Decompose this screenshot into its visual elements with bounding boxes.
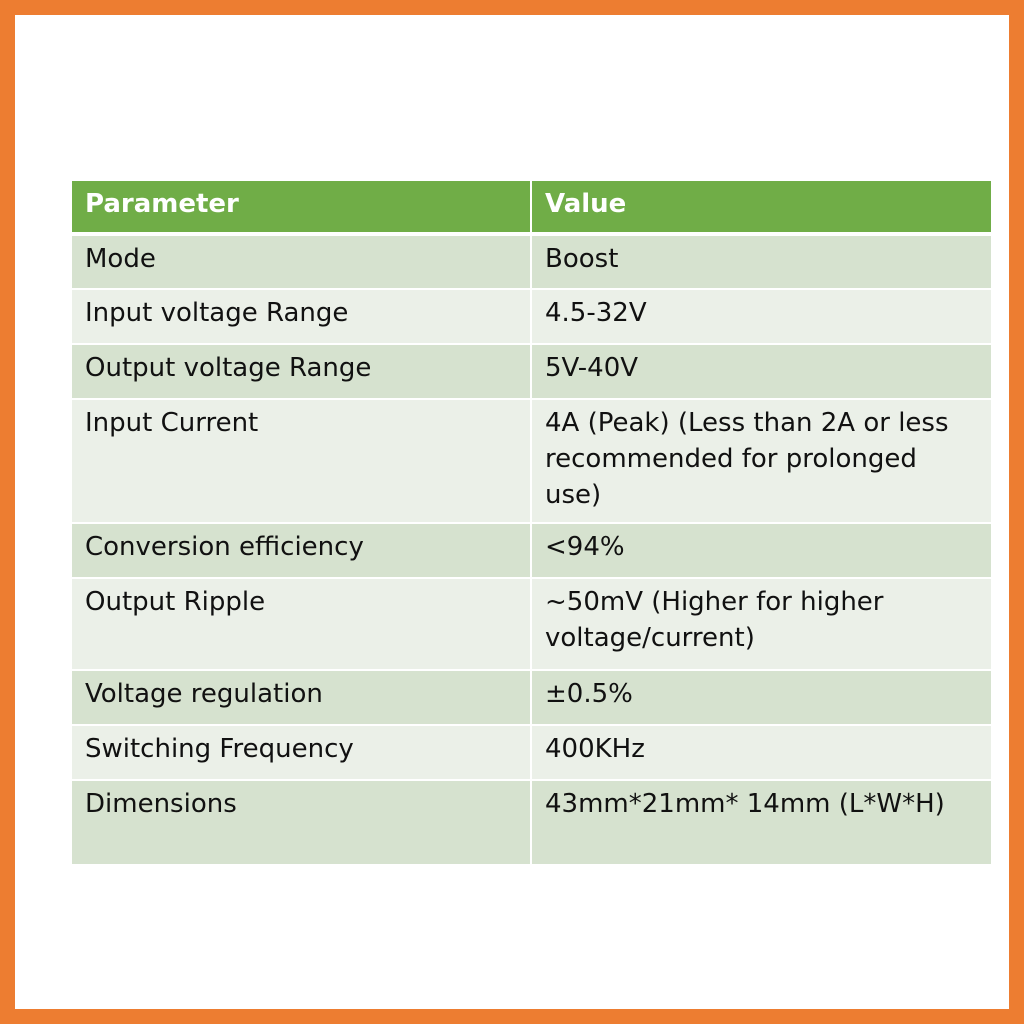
value-cell: <94% (531, 523, 991, 578)
parameter-cell: Switching Frequency (72, 725, 531, 780)
parameter-cell: Voltage regulation (72, 670, 531, 725)
header-parameter: Parameter (72, 181, 531, 234)
parameter-cell: Output voltage Range (72, 344, 531, 399)
parameter-cell: Input Current (72, 399, 531, 523)
value-cell: 4A (Peak) (Less than 2A or less recommended for prolonged use) (531, 399, 991, 523)
table-row (72, 289, 991, 344)
value-cell: 5V-40V (531, 344, 991, 399)
value-cell: 43mm*21mm* 14mm (L*W*H) (531, 780, 991, 864)
value-cell: ±0.5% (531, 670, 991, 725)
header-value: Value (531, 181, 991, 234)
value-cell: ~50mV (Higher for higher voltage/current) (531, 578, 991, 670)
table-header-row (72, 181, 991, 234)
value-cell: Boost (531, 234, 991, 289)
parameter-cell: Output Ripple (72, 578, 531, 670)
value-cell: 400KHz (531, 725, 991, 780)
value-cell: 4.5-32V (531, 289, 991, 344)
table-row (72, 523, 991, 578)
table-row (72, 670, 991, 725)
spec-table (72, 181, 991, 864)
parameter-cell: Dimensions (72, 780, 531, 864)
table-row (72, 234, 991, 289)
table-row (72, 578, 991, 670)
table-row (72, 399, 991, 523)
table-row (72, 725, 991, 780)
table-row (72, 780, 991, 864)
parameter-cell: Input voltage Range (72, 289, 531, 344)
parameter-cell: Mode (72, 234, 531, 289)
parameter-cell: Conversion efficiency (72, 523, 531, 578)
table-row (72, 344, 991, 399)
